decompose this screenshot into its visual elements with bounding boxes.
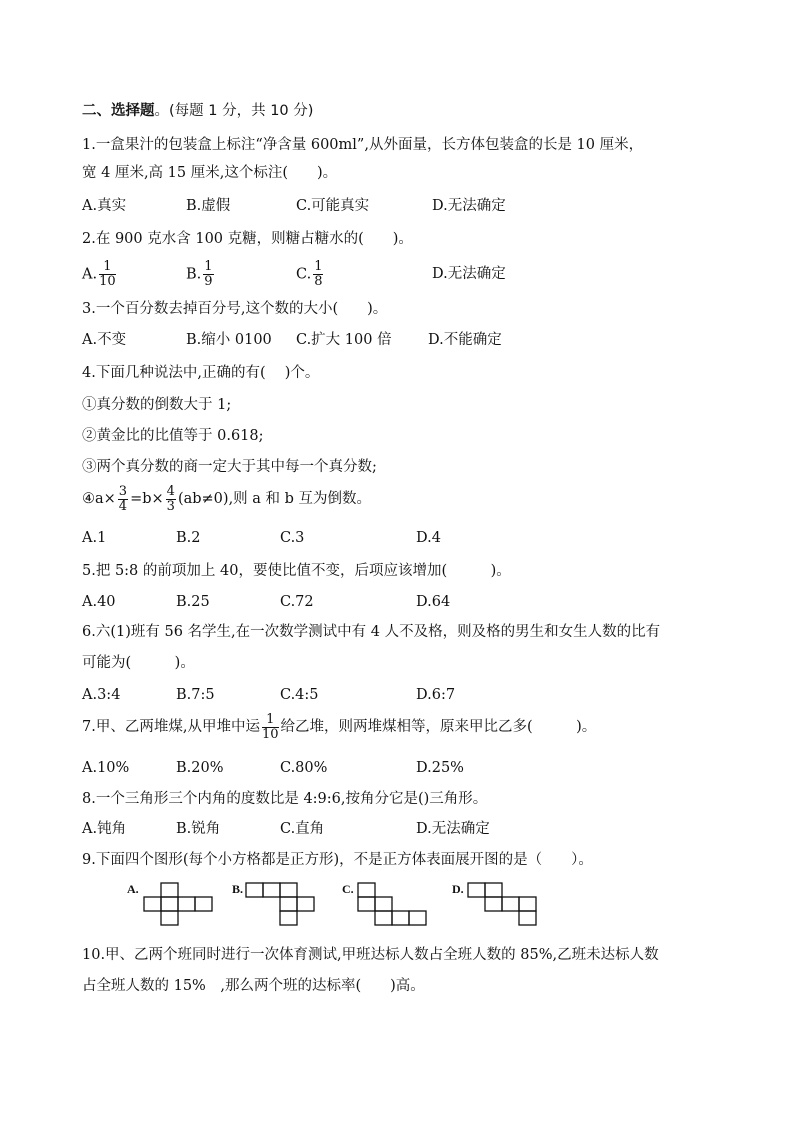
fraction-denominator: 10: [261, 726, 279, 742]
q8-option-c: C.直角: [280, 821, 325, 837]
q5-option-c: C.72: [280, 594, 314, 610]
q2-option-b-fraction: [203, 260, 213, 289]
q2-option-b: [186, 260, 216, 289]
q4-option-c: C.3: [280, 530, 305, 546]
q7-option-b: B.20%: [176, 760, 224, 776]
q4-s4-part-tail: (ab≠0),则 a 和 b 互为倒数。: [177, 491, 372, 507]
q2-option-a-prefix: A.: [82, 266, 98, 283]
q7-option-d: D.25%: [416, 760, 464, 776]
q6-option-a: A.3:4: [82, 687, 121, 703]
q2-option-d: D.无法确定: [432, 266, 506, 282]
q4-option-b: B.2: [176, 530, 201, 546]
q4-statement-4: [82, 484, 371, 514]
q7-option-a: A.10%: [82, 760, 130, 776]
section-heading: [82, 101, 313, 121]
q3-option-c: C.扩大 100 倍: [296, 332, 392, 348]
fraction-denominator: 10: [99, 274, 116, 289]
net-label-b: B.: [232, 882, 244, 896]
fraction-numerator: 4: [166, 483, 175, 499]
q3-option-a: A.不变: [82, 332, 127, 348]
section-note: 。(每题 1 分，共 10 分): [154, 103, 314, 119]
q7-text: [82, 711, 596, 743]
q3-text: 3.一个百分数去掉百分号,这个数的大小( )。: [82, 301, 388, 317]
fraction-numerator: 1: [204, 259, 213, 274]
q4-s4-fraction-1: [118, 485, 128, 514]
q6-line2: 可能为( )。: [82, 655, 195, 671]
q8-option-b: B.锐角: [176, 821, 221, 837]
q1-option-d: D.无法确定: [432, 198, 506, 214]
fraction-numerator: 1: [314, 259, 323, 274]
q1-line2: 宽 4 厘米,高 15 厘米,这个标注( )。: [82, 165, 338, 181]
q7-text-pre: 7.甲、乙两堆煤,从甲堆中运: [82, 719, 260, 735]
q4-option-a: A.1: [82, 530, 107, 546]
fraction-denominator: 3: [166, 498, 175, 514]
q4-option-d: D.4: [416, 530, 441, 546]
q8-option-a: A.钝角: [82, 821, 127, 837]
q2-option-c: [296, 260, 325, 289]
q1-option-b: B.虚假: [186, 198, 231, 214]
q7-option-c: C.80%: [280, 760, 328, 776]
q2-option-a: [82, 260, 118, 289]
section-title: 二、选择题: [82, 103, 155, 119]
q6-option-d: D.6:7: [416, 687, 456, 703]
q4-options: [82, 528, 722, 548]
net-figure-c: [340, 878, 432, 928]
q6-option-c: C.4:5: [280, 687, 319, 703]
q9-text: 9.下面四个图形(每个小方格都是正方形)，不是正方体表面展开图的是（ ）。: [82, 852, 593, 868]
net-drawing-d: [450, 880, 542, 930]
q7-text-post: 给乙堆，则两堆煤相等，原来甲比乙多( )。: [280, 719, 597, 735]
q4-text: 4.下面几种说法中,正确的有( )个。: [82, 365, 320, 381]
fraction-denominator: 8: [314, 274, 323, 289]
net-label-c: C.: [342, 882, 354, 896]
q1-option-a: A.真实: [82, 198, 127, 214]
q3-option-b: B.缩小 0100: [186, 332, 272, 348]
q4-s4-part-mid: =b×: [130, 491, 164, 507]
net-label-d: D.: [452, 882, 464, 896]
q1-option-c: C.可能真实: [296, 198, 370, 214]
q5-options: [82, 592, 722, 612]
net-drawing-c: [340, 880, 432, 930]
q1-options: [82, 196, 722, 216]
fraction-denominator: 9: [204, 274, 213, 289]
q6-options: [82, 685, 722, 705]
q6-line1: 6.六(1)班有 56 名学生,在一次数学测试中有 4 人不及格，则及格的男生和女生人数的比有: [82, 624, 661, 640]
q7-options: [82, 758, 722, 778]
q2-options: [82, 260, 722, 288]
fraction-numerator: 1: [262, 713, 279, 728]
net-drawing-b: [232, 880, 322, 930]
q5-option-b: B.25: [176, 594, 210, 610]
q3-option-d: D.不能确定: [428, 332, 502, 348]
fraction-numerator: 1: [99, 260, 116, 275]
q10-line1: 10.甲、乙两个班同时进行一次体育测试,甲班达标人数占全班人数的 85%,乙班未达标人数: [82, 947, 659, 963]
q8-option-d: D.无法确定: [416, 821, 490, 837]
net-figure-d: [450, 878, 542, 928]
q2-text: 2.在 900 克水含 100 克糖，则糖占糖水的( )。: [82, 231, 413, 247]
net-figure-a: [127, 878, 219, 928]
q6-option-b: B.7:5: [176, 687, 215, 703]
q2-option-c-prefix: C.: [296, 266, 312, 283]
q7-fraction: [262, 713, 279, 742]
q8-options: [82, 819, 722, 839]
q5-option-a: A.40: [82, 594, 116, 610]
q5-text: 5.把 5:8 的前项加上 40，要使比值不变，后项应该增加( )。: [82, 563, 511, 579]
net-drawing-a: [127, 880, 219, 930]
q2-option-b-prefix: B.: [186, 266, 202, 283]
q1-line1: 1.一盒果汁的包装盒上标注“净含量 600ml”,从外面量，长方体包装盒的长是 10 厘米，: [82, 137, 644, 153]
q5-option-d: D.64: [416, 594, 451, 610]
q4-statement-1: ①真分数的倒数大于 1;: [82, 397, 232, 413]
net-label-a: A.: [127, 882, 139, 896]
fraction-denominator: 4: [118, 498, 128, 514]
q4-statement-2: ②黄金比的比值等于 0.618;: [82, 428, 264, 444]
q4-statement-3: ③两个真分数的商一定大于其中每一个真分数;: [82, 459, 377, 475]
q2-option-a-fraction: [99, 260, 116, 289]
net-figure-b: [232, 878, 322, 928]
q10-line2: 占全班人数的 15% ,那么两个班的达标率( )高。: [82, 978, 425, 994]
q8-text: 8.一个三角形三个内角的度数比是 4:9:6,按角分它是()三角形。: [82, 791, 488, 807]
fraction-numerator: 3: [118, 483, 128, 499]
q2-option-c-fraction: [313, 260, 323, 289]
q4-s4-part-a: ④a×: [82, 491, 116, 507]
q4-s4-fraction-2: [166, 485, 176, 514]
q3-options: [82, 330, 722, 350]
